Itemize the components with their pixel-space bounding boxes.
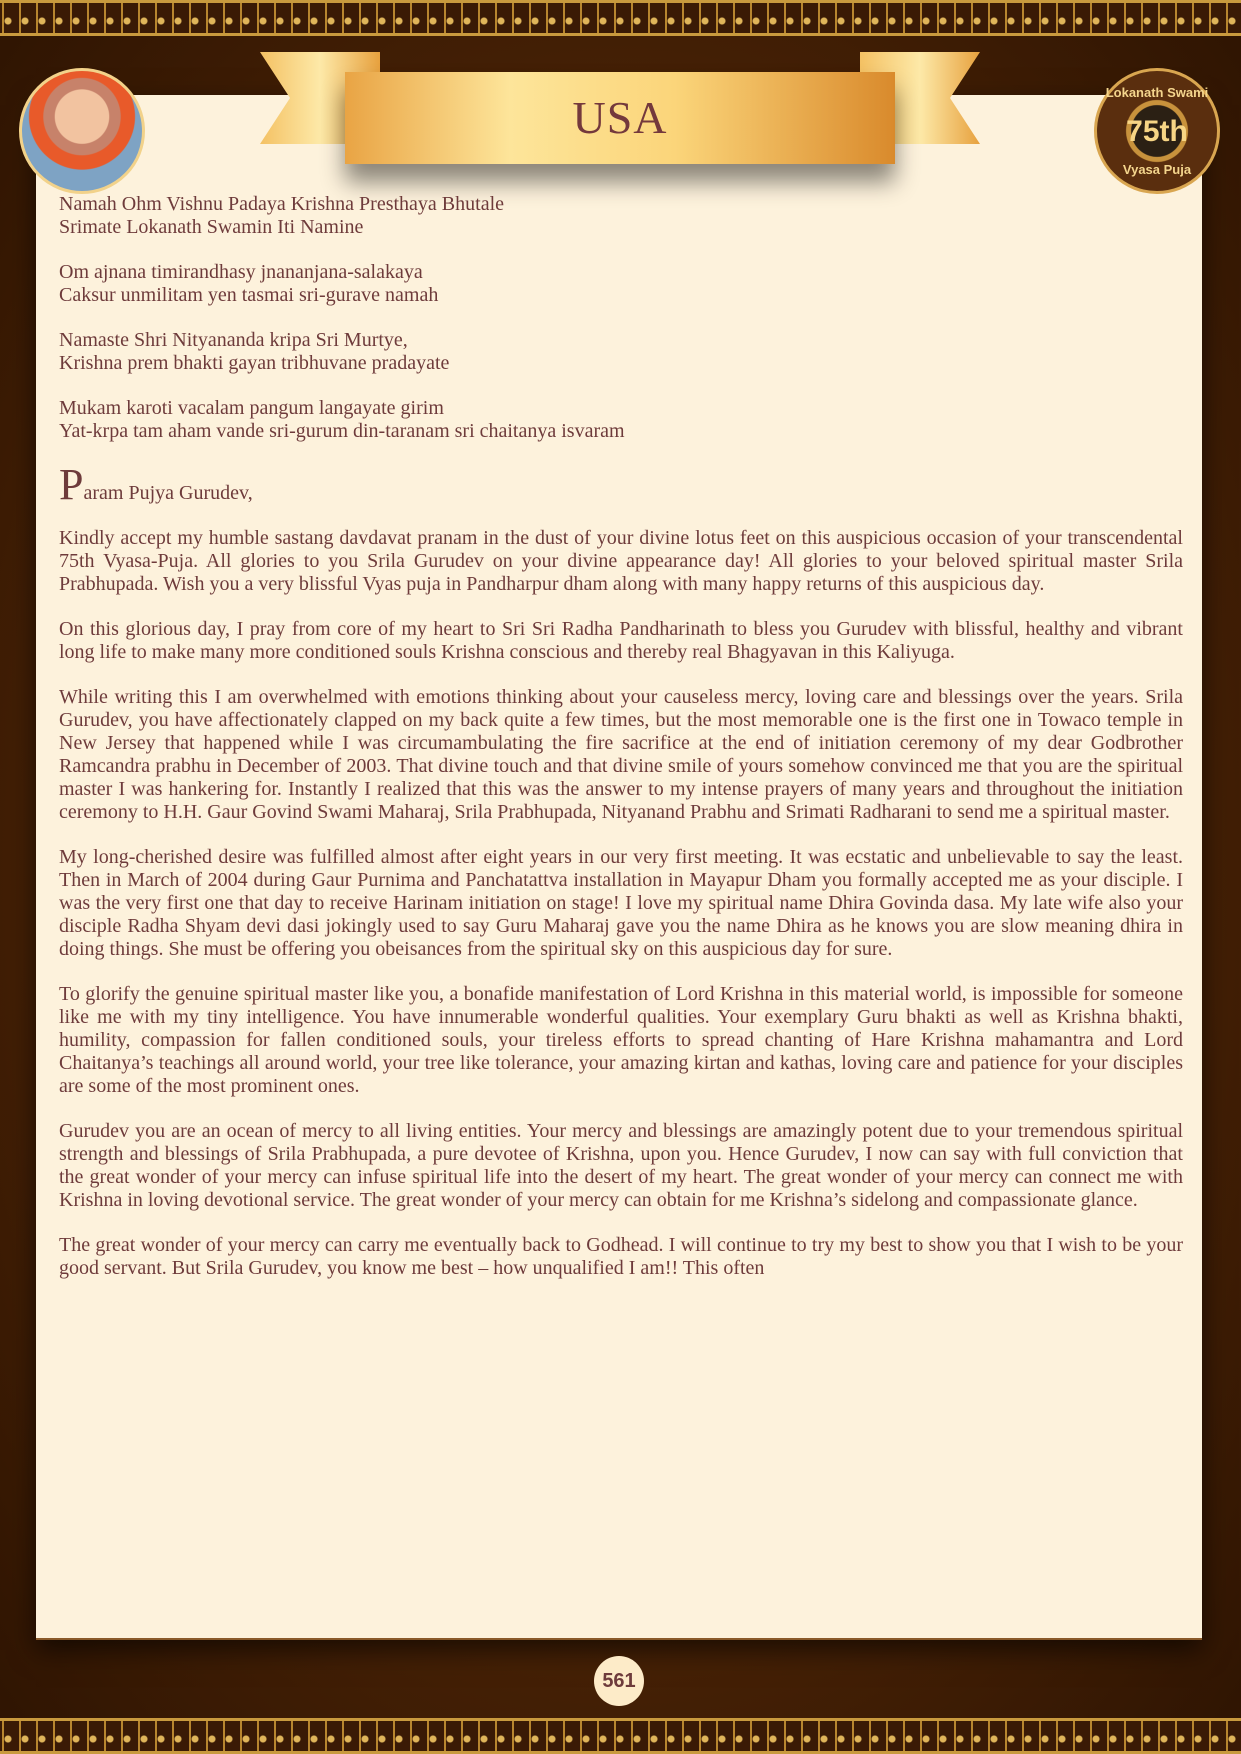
paragraph: While writing this I am overwhelmed with emotions thinking about your causeless mercy, loving care and blessings over the years. Srila Gurudev, you have affectionately clapped on my back quite a few times, but the most memorable one is the first one in Towaco temple in New Jersey that happened while I was circumambulating the fire sacrifice at the end of initiation ceremony of my dear Godbrother Ramcandra prabhu in December of 2003. That divine touch and that divine smile of yours somehow convinced me that you are the spiritual master I was hankering for. Instantly I realized that this was the answer to my intense prayers of many years and throughout the initiation ceremony to H.H. Gaur Govind Swami Maharaj, Srila Prabhupada, Nityanand Prabhu and Srimati Radharani to send me a spiritual master. bbox=[59, 686, 1183, 823]
title-ribbon bbox=[345, 72, 895, 164]
vyasa-puja-75th-badge bbox=[1094, 68, 1220, 194]
verse bbox=[59, 397, 1183, 443]
verse-line: Om ajnana timirandhasy jnananjana-salakaya bbox=[59, 261, 423, 283]
salutation bbox=[59, 460, 1183, 509]
paragraph: Kindly accept my humble sastang davdavat pranam in the dust of your divine lotus feet on this auspicious occasion of your transcendental 75th Vyasa-Puja. All glories to you Srila Gurudev on your divine appearance day! All glories to your beloved spiritual master Srila Prabhupada. Wish you a very blissful Vyas puja in Pandharpur dham along with many happy returns of this auspicious day. bbox=[59, 527, 1183, 595]
verse-line: Namah Ohm Vishnu Padaya Krishna Presthaya Bhutale bbox=[59, 193, 505, 215]
top-ornamental-border bbox=[0, 0, 1241, 36]
paragraph: The great wonder of your mercy can carry me eventually back to Godhead. I will continue to try my best to show you that I wish to be your good servant. But Srila Gurudev, you know me best – how unqualified I am!! This often bbox=[59, 1234, 1183, 1279]
paragraph: My long-cherished desire was fulfilled almost after eight years in our very first meeting. It was ecstatic and unbelievable to say the least. Then in March of 2004 during Gaur Purnima and Panchatattva installation in Mayapur Dham you formally accepted me as your disciple. I was the very first one that day to receive Harinam initiation on stage! I love my spiritual name Dhira Govinda dasa. My late wife also your disciple Radha Shyam devi dasi jokingly used to say Guru Maharaj gave you the name Dhira as he knows you are slow meaning dhira in doing things. She must be offering you obeisances from the spiritual sky on this auspicious day for sure. bbox=[59, 846, 1183, 960]
badge-top-text: Lokanath Swami bbox=[1105, 85, 1209, 100]
verse-line: Srimate Lokanath Swamin Iti Namine bbox=[59, 216, 364, 238]
bottom-ornamental-border bbox=[0, 1718, 1241, 1754]
paragraph: Gurudev you are an ocean of mercy to all living entities. Your mercy and blessings are amazingly potent due to your tremendous spiritual strength and blessings of Srila Prabhupada, a pure devotee of Krishna, upon you. Hence Gurudev, I now can say with full conviction that the great wonder of your mercy can infuse spiritual life into the desert of my heart. The great wonder of your mercy can connect me with Krishna in loving devotional service. The great wonder of your mercy can obtain for me Krishna’s sidelong and compassionate glance. bbox=[59, 1120, 1183, 1211]
paragraph: To glorify the genuine spiritual master like you, a bonafide manifestation of Lord Krishna in this material world, is impossible for someone like me with my tiny intelligence. You have innumerable wonderful qualities. Your exemplary Guru bhakti as well as Krishna bhakti, humility, compassion for fallen conditioned souls, your tireless efforts to spread chanting of Hare Krishna mahamantra and Lord Chaitanya’s teachings all around world, your tree like tolerance, your amazing kirtan and kathas, loving care and patience for your disciples are some of the most prominent ones. bbox=[59, 983, 1183, 1097]
verse-line: Caksur unmilitam yen tasmai sri-gurave namah bbox=[59, 284, 439, 306]
verse-line: Mukam karoti vacalam pangum langayate girim bbox=[59, 397, 444, 419]
verse-line: Namaste Shri Nityananda kripa Sri Murtye, bbox=[59, 329, 408, 351]
drop-cap: P bbox=[59, 460, 84, 509]
verse bbox=[59, 261, 1183, 307]
verse-line: Yat-krpa tam aham vande sri-gurum din-taranam sri chaitanya isvaram bbox=[59, 420, 625, 442]
paragraph: On this glorious day, I pray from core of my heart to Sri Sri Radha Pandharinath to bless you Gurudev with blissful, healthy and vibrant long life to make many more conditioned souls Krishna conscious and thereby real Bhagyavan in this Kaliyuga. bbox=[59, 618, 1183, 663]
page-title: USA bbox=[572, 92, 668, 143]
verse-line: Krishna prem bhakti gayan tribhuvane pradayate bbox=[59, 352, 450, 374]
page-number: 561 bbox=[594, 1656, 644, 1706]
badge-number: 75th bbox=[1126, 115, 1188, 148]
guru-photo bbox=[19, 68, 145, 194]
badge-bottom-text: Vyasa Puja bbox=[1122, 162, 1192, 177]
verse bbox=[59, 193, 1183, 239]
salutation-text: aram Pujya Gurudev, bbox=[83, 482, 253, 504]
letter-body bbox=[59, 193, 1183, 1302]
verse bbox=[59, 329, 1183, 375]
